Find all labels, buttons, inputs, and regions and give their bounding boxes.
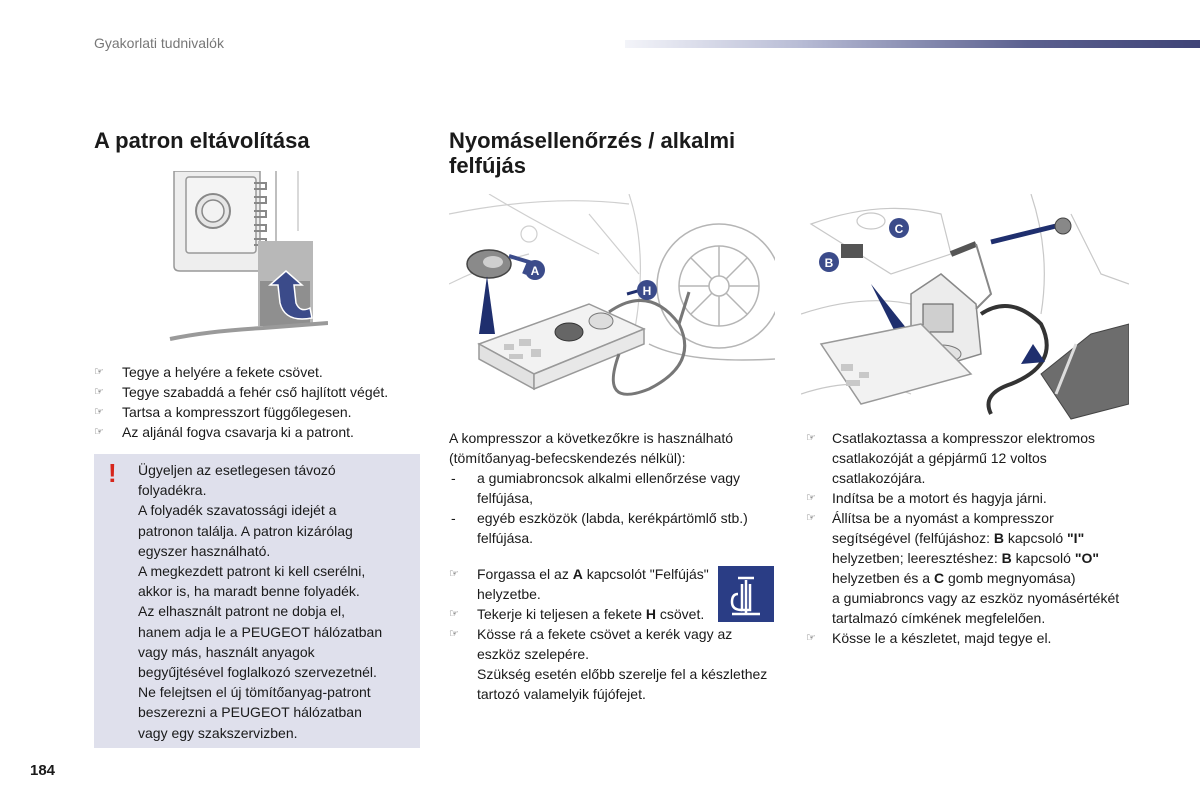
intro-text: A kompresszor a következőkre is használható (tömítőanyag-befecskendezés nélkül): [449, 430, 734, 466]
list-item: ☞ Indítsa be a motort és hagyja járni. [806, 490, 1047, 506]
pointing-hand-icon: ☞ [94, 366, 104, 378]
pointing-hand-icon: ☞ [94, 426, 104, 438]
list-item: ☞ Kösse rá a fekete csövet a kerék vagy az eszköz szelepére. [449, 626, 733, 662]
compressor-illustration [449, 194, 775, 424]
pointing-hand-icon: ☞ [806, 432, 816, 444]
pointing-hand-icon: ☞ [94, 386, 104, 398]
list-item: ☞ Tegye a helyére a fekete csövet. [94, 364, 323, 380]
section-header: Gyakorlati tudnivalók [94, 35, 224, 51]
label-c: C [894, 222, 904, 236]
pointing-hand-icon: ☞ [806, 512, 816, 524]
list-item: ☞ Tegye szabaddá a fehér cső hajlított végét. [94, 384, 389, 400]
pointing-hand-icon: ☞ [449, 568, 459, 580]
warning-icon: ! [108, 458, 117, 488]
list-item: ☞ Az aljánál fogva csavarja ki a patront. [94, 424, 354, 440]
cartridge-removal-steps [94, 362, 424, 442]
list-item: ☞ Állítsa be a nyomást a kompresszor segítségével (felfújáshoz: B kapcsoló "I" helyzetben; leeresztéshez: B kapcsoló "O" helyzetben és a C gomb megnyomása) [806, 510, 1099, 586]
label-b: B [824, 256, 834, 270]
list-item: ☞ Kösse le a készletet, majd tegye el. [806, 630, 1052, 646]
list-item: ☞ Forgassa el az A kapcsolót "Felfújás" helyzetbe. [449, 566, 709, 602]
page-number: 184 [30, 762, 56, 779]
cartridge-removal-illustration [168, 171, 328, 349]
cartridge-removal-title: A patron eltávolítása [94, 128, 310, 153]
pointing-hand-icon: ☞ [449, 628, 459, 640]
list-item: - egyéb eszközök (labda, kerékpártömlő stb.) felfújása. [451, 510, 748, 546]
tyre-pump-icon [718, 566, 774, 622]
list-item-continuation: a gumiabroncs vagy az eszköz nyomásértékét tartalmazó címkének megfelelően. [832, 590, 1120, 626]
car-connection-illustration [801, 194, 1129, 424]
list-item: ☞ Tekerje ki teljesen a fekete H csövet. [449, 606, 705, 622]
pointing-hand-icon: ☞ [449, 608, 459, 620]
list-item: ☞ Tartsa a kompresszort függőlegesen. [94, 404, 352, 420]
pointing-hand-icon: ☞ [94, 406, 104, 418]
label-a: A [530, 264, 540, 278]
compressor-uses [449, 428, 779, 548]
list-item-note: Szükség esetén előbb szerelje fel a készlethez tartozó valamelyik fújófejet. [477, 666, 768, 702]
list-item: ☞ Csatlakoztassa a kompresszor elektromos csatlakozóját a gépjármű 12 voltos csatlakozójára. [806, 430, 1095, 486]
label-h: H [642, 284, 652, 298]
header-gradient-bar [625, 40, 1200, 48]
pointing-hand-icon: ☞ [806, 632, 816, 644]
list-item: - a gumiabroncsok alkalmi ellenőrzése vagy felfújása, [451, 470, 741, 506]
warning-box [94, 454, 420, 748]
pressure-check-title: Nyomásellenőrzés / alkalmi felfújás [449, 128, 736, 178]
pointing-hand-icon: ☞ [806, 492, 816, 504]
connection-steps [806, 428, 1136, 648]
warning-text: Ügyeljen az esetlegesen távozó folyadékra. A folyadék szavatossági idejét a patronon találja. A patron kizárólag egyszer használható. A megkezdett patront ki kell cserélni, akkor is, ha maradt benne folyadék. Az elhasznált patront ne dobja el, hanem adja le a PEUGEOT hálózatban vagy más, használt anyagok begyűjtésével foglalkozó szervezetnél. Ne felejtsen el új tömítőanyag-patront beszerezni a PEUGEOT hálózatban vagy egy szakszervizben. [138, 462, 383, 741]
